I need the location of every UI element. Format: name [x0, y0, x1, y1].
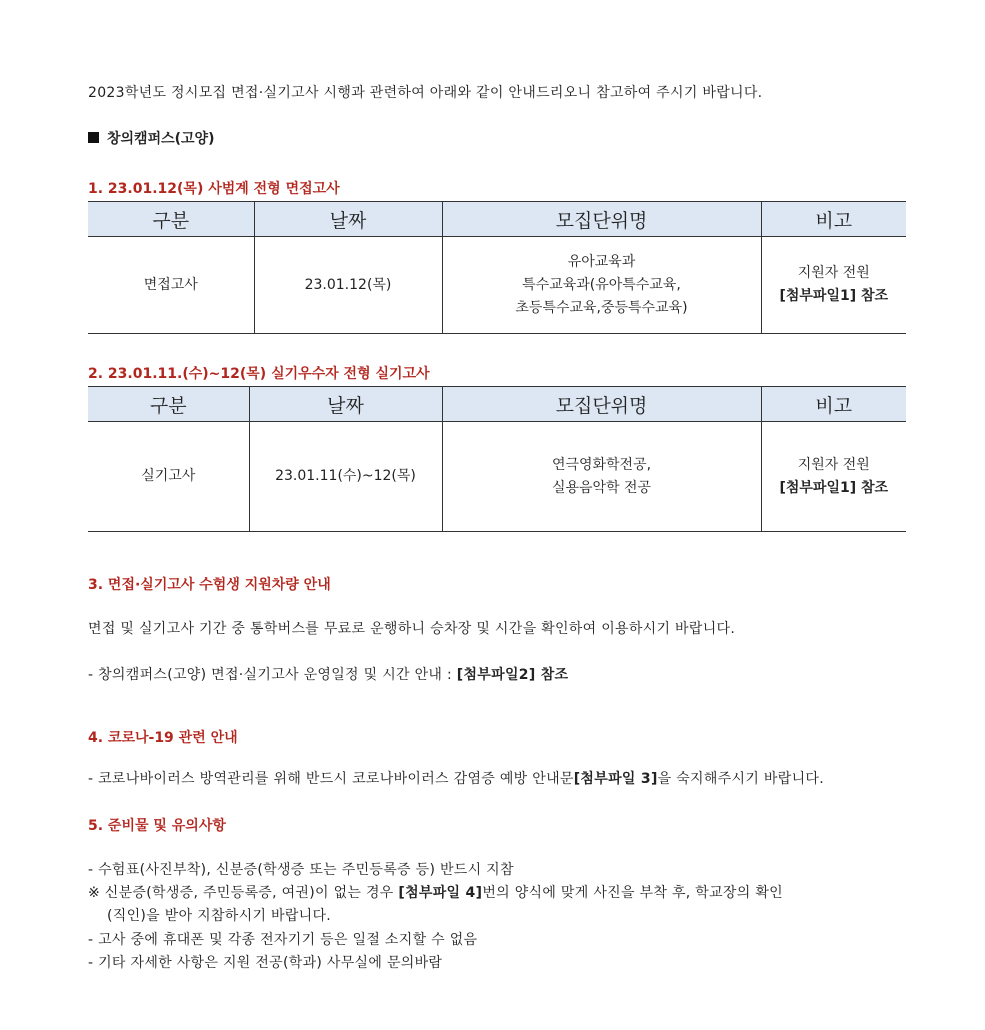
header-unit: 모집단위명 — [442, 387, 761, 422]
section5-line4: - 고사 중에 휴대폰 및 각종 전자기기 등은 일절 소지할 수 없음 — [88, 932, 478, 948]
section3-bullet — [88, 664, 568, 684]
cell-category: 실기고사 — [88, 422, 249, 532]
header-note: 비고 — [761, 387, 906, 422]
cell-note — [761, 422, 906, 532]
section2-table — [88, 386, 906, 532]
cell-date: 23.01.11(수)~12(목) — [249, 422, 442, 532]
header-category: 구분 — [88, 387, 249, 422]
attachment-ref: [첨부파일1] 참조 — [779, 479, 889, 496]
campus-heading — [88, 128, 214, 148]
campus-heading-label: 창의캠퍼스(고양) — [107, 131, 215, 147]
table-row — [88, 237, 906, 334]
section5-line3: (직인)을 받아 지참하시기 바랍니다. — [107, 908, 332, 924]
section5-line1: - 수험표(사진부착), 신분증(학생증 또는 주민등록증 등) 반드시 지참 — [88, 862, 514, 878]
header-date: 날짜 — [254, 202, 442, 237]
unit-line: 연극영화학전공, — [551, 456, 652, 473]
line-text: 번의 양식에 맞게 사진을 부착 후, 학교장의 확인 — [482, 885, 783, 901]
section2-title: 2. 23.01.11.(수)~12(목) 실기우수자 전형 실기고사 — [88, 366, 430, 382]
section4-bullet — [88, 768, 824, 788]
section5-title: 5. 준비물 및 유의사항 — [88, 818, 226, 834]
section1-title: 1. 23.01.12(목) 사범계 전형 면접고사 — [88, 181, 340, 197]
header-category: 구분 — [88, 202, 254, 237]
header-unit: 모집단위명 — [442, 202, 761, 237]
cell-date: 23.01.12(목) — [254, 237, 442, 334]
note-ref — [762, 285, 907, 308]
attachment-ref: [첨부파일 4] — [398, 885, 483, 901]
section5-line5: - 기타 자세한 사항은 지원 전공(학과) 사무실에 문의바람 — [88, 955, 443, 971]
cell-note — [761, 237, 906, 334]
unit-line: 초등특수교육,중등특수교육) — [515, 299, 688, 316]
section3-body: 면접 및 실기고사 기간 중 통학버스를 무료로 운행하니 승차장 및 시간을 확인하여 이용하시기 바랍니다. — [88, 621, 736, 637]
unit-line: 특수교육과(유아특수교육, — [522, 276, 681, 293]
square-bullet-icon — [88, 132, 99, 143]
table-row — [88, 422, 906, 532]
section5-line2 — [88, 882, 783, 902]
note-line: 지원자 전원 — [797, 456, 870, 473]
table-header-row — [88, 202, 906, 237]
cell-unit — [442, 237, 761, 334]
bullet-tail: 을 숙지해주시기 바랍니다. — [657, 771, 824, 787]
bullet-text: - 창의캠퍼스(고양) 면접·실기고사 운영일정 및 시간 안내 : — [88, 667, 457, 683]
attachment-ref: [첨부파일2] 참조 — [456, 667, 569, 683]
attachment-ref: [첨부파일 3] — [573, 771, 658, 787]
section3-title: 3. 면접·실기고사 수험생 지원차량 안내 — [88, 577, 331, 593]
header-date: 날짜 — [249, 387, 442, 422]
line-text: ※ 신분증(학생증, 주민등록증, 여권)이 없는 경우 — [88, 885, 399, 901]
attachment-ref: [첨부파일1] 참조 — [779, 288, 889, 304]
unit-line: 실용음악학 전공 — [551, 479, 652, 496]
header-note: 비고 — [761, 202, 906, 237]
cell-category: 면접고사 — [88, 237, 254, 334]
table-header-row — [88, 387, 906, 422]
section1-table — [88, 201, 906, 334]
cell-unit — [442, 422, 761, 532]
unit-line: 유아교육과 — [567, 253, 636, 270]
intro-text: 2023학년도 정시모집 면접·실기고사 시행과 관련하여 아래와 같이 안내드리오니 참고하여 주시기 바랍니다. — [88, 85, 763, 101]
bullet-text: - 코로나바이러스 방역관리를 위해 반드시 코로나바이러스 감염증 예방 안내문 — [88, 771, 574, 787]
section4-title: 4. 코로나-19 관련 안내 — [88, 730, 238, 746]
note-line: 지원자 전원 — [797, 265, 870, 281]
note-ref — [762, 477, 907, 500]
